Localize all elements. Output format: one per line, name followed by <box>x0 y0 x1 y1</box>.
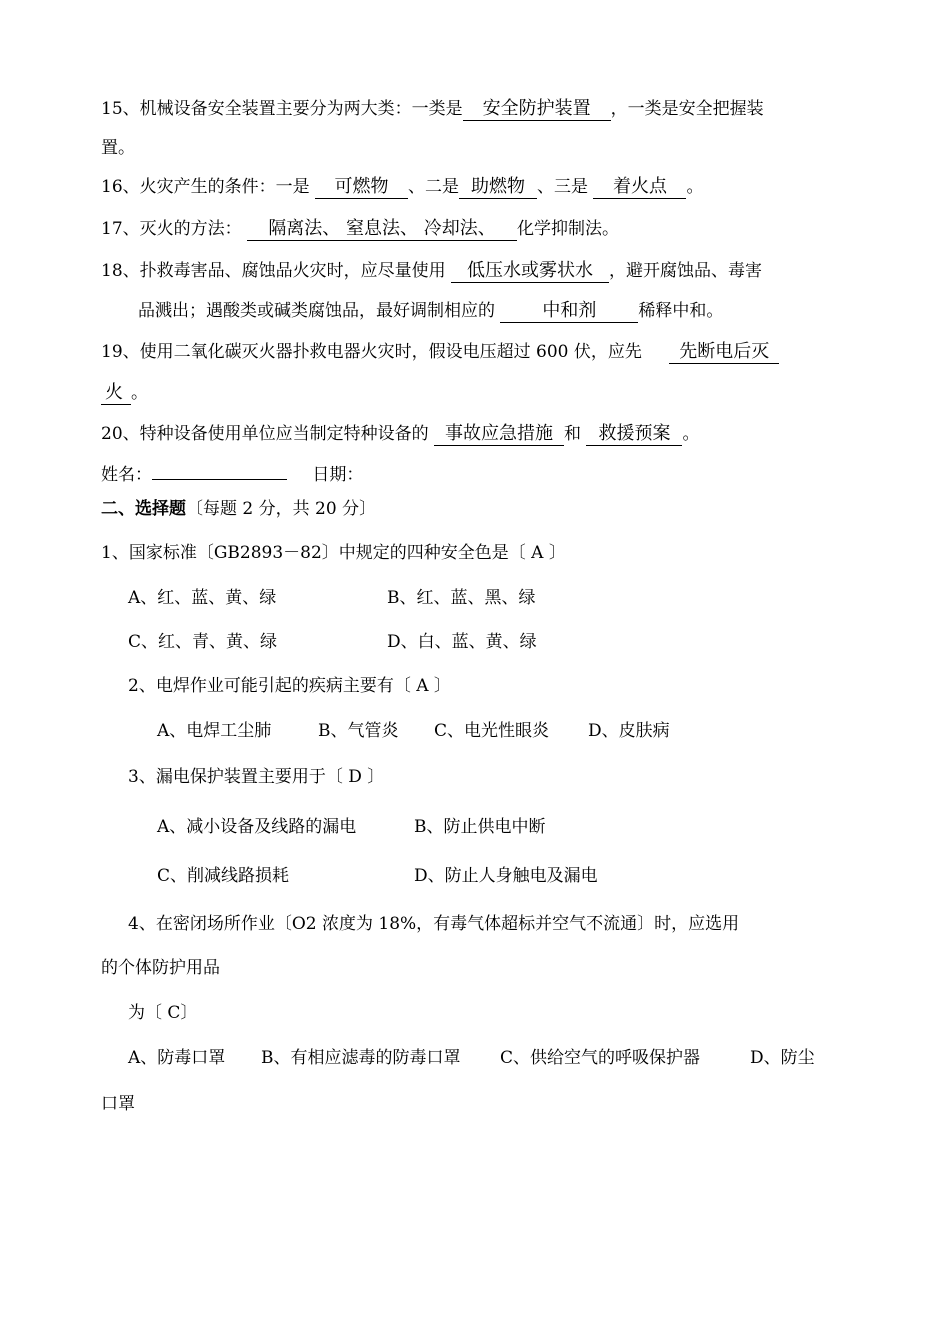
mc-q2-option-a: A、电焊工尘肺 <box>157 721 272 741</box>
name-date-line <box>101 463 363 486</box>
name-label: 姓名： <box>101 465 152 485</box>
q19-answer-cont: 火 <box>101 382 131 405</box>
q15-prefix: 15、机械设备安全装置主要分为两大类：一类是 <box>101 99 463 119</box>
section-title: 二、选择题 <box>101 499 186 519</box>
q20-mid: 和 <box>564 424 582 444</box>
mc-q3-option-b: B、防止供电中断 <box>414 817 546 837</box>
q18-line-2 <box>138 300 723 323</box>
mc-q3-stem: 3、漏电保护装置主要用于〔 D 〕 <box>128 767 385 787</box>
mc-q2-stem: 2、电焊作业可能引起的疾病主要有〔 A 〕 <box>128 676 451 696</box>
name-blank[interactable] <box>152 463 287 480</box>
mc-q1-option-c: C、红、青、黄、绿 <box>128 632 278 652</box>
q16-line <box>101 176 703 199</box>
q18-line2-suffix: 稀释中和。 <box>638 301 724 321</box>
q18-suffix: ，避开腐蚀品、毒害 <box>609 261 763 281</box>
q17-prefix: 17、灭火的方法： <box>101 219 242 239</box>
q19-prefix: 19、使用二氧化碳灭火器扑救电器火灾时，假设电压超过 600 伏，应先 <box>101 342 642 362</box>
mc-q4-stem-end: 为〔 C〕 <box>128 1003 198 1023</box>
mc-q3-option-d: D、防止人身触电及漏电 <box>414 866 598 886</box>
mc-q4-option-b: B、有相应滤毒的防毒口罩 <box>261 1048 461 1068</box>
q20-answer-1: 事故应急措施 <box>434 423 564 446</box>
q19-line <box>101 341 779 364</box>
q19-suffix: 。 <box>131 383 148 403</box>
mc-q4-stem: 4、在密闭场所作业〔O2 浓度为 18%，有毒气体超标并空气不流通〕时，应选用 <box>128 914 740 934</box>
q18-line-1 <box>101 260 762 283</box>
date-label: 日期： <box>312 465 364 485</box>
q19-answer: 先断电后灭 <box>669 341 779 364</box>
q20-line <box>101 423 699 446</box>
q17-line <box>101 218 619 241</box>
section-note: 〔每题 2 分，共 20 分〕 <box>186 499 377 519</box>
q16-answer-1: 可燃物 <box>315 176 408 199</box>
q16-mid-1: 、二是 <box>408 177 460 197</box>
q15-cont: 置。 <box>101 138 135 158</box>
mc-q3-option-c: C、削减线路损耗 <box>157 866 290 886</box>
mc-q4-stem-cont: 的个体防护用品 <box>101 958 220 978</box>
mc-q3-option-a: A、减小设备及线路的漏电 <box>157 817 357 837</box>
mc-q2-option-d: D、皮肤病 <box>588 721 670 741</box>
mc-q2-option-b: B、气管炎 <box>318 721 399 741</box>
q18-line2-prefix: 品溅出；遇酸类或碱类腐蚀品，最好调制相应的 <box>138 301 495 321</box>
section-heading <box>101 498 376 520</box>
q18-prefix: 18、扑救毒害品、腐蚀品火灾时，应尽量使用 <box>101 261 446 281</box>
q19-cont <box>101 382 148 405</box>
mc-q1-stem: 1、国家标准〔GB2893－82〕中规定的四种安全色是〔 A 〕 <box>101 543 566 563</box>
q16-suffix: 。 <box>686 177 704 197</box>
q16-mid-2: 、三是 <box>537 177 589 197</box>
q17-suffix: 化学抑制法。 <box>517 219 620 239</box>
q16-answer-3: 着火点 <box>593 176 686 199</box>
q20-answer-2: 救援预案 <box>586 423 682 446</box>
mc-q1-option-d: D、白、蓝、黄、绿 <box>387 632 537 652</box>
q20-prefix: 20、特种设备使用单位应当制定特种设备的 <box>101 424 429 444</box>
q15-answer: 安全防护装置 <box>463 98 611 121</box>
mc-q1-option-b: B、红、蓝、黑、绿 <box>387 588 536 608</box>
q16-prefix: 16、火灾产生的条件：一是 <box>101 177 310 197</box>
mc-q4-option-c: C、供给空气的呼吸保护器 <box>500 1048 701 1068</box>
mc-q4-option-d: D、防尘 <box>750 1048 815 1068</box>
q18-answer-2: 中和剂 <box>500 300 638 323</box>
mc-q1-option-a: A、红、蓝、黄、绿 <box>128 588 277 608</box>
mc-q4-option-d-cont: 口罩 <box>101 1094 135 1114</box>
q20-suffix: 。 <box>682 424 700 444</box>
mc-q4-option-a: A、防毒口罩 <box>128 1048 226 1068</box>
q16-answer-2: 助燃物 <box>459 176 537 199</box>
q15-line <box>101 98 764 121</box>
q18-answer: 低压水或雾状水 <box>451 260 609 283</box>
q15-suffix: ，一类是安全把握装 <box>610 99 764 119</box>
q17-answer: 隔离法、 窒息法、 冷却法、 <box>247 218 517 241</box>
mc-q2-option-c: C、电光性眼炎 <box>434 721 550 741</box>
